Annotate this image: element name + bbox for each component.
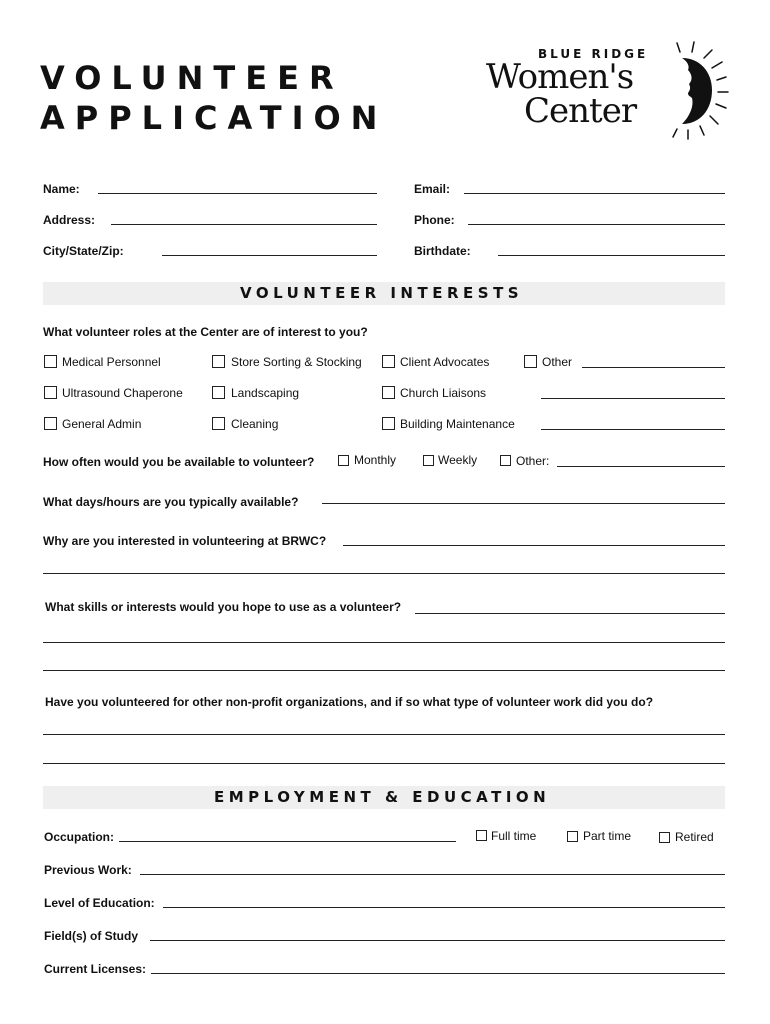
cleaning-checkbox[interactable] xyxy=(212,417,225,430)
address-label: Address: xyxy=(43,213,96,227)
days-field[interactable] xyxy=(322,503,725,504)
retired-label: Retired xyxy=(675,830,714,844)
form-title-line-1: VOLUNTEER xyxy=(40,59,344,97)
other-frequency-field[interactable] xyxy=(557,466,725,467)
medical-label: Medical Personnel xyxy=(62,355,161,369)
email-field[interactable] xyxy=(464,193,725,194)
other-role-label: Other xyxy=(542,355,573,369)
occupation-label: Occupation: xyxy=(44,830,115,844)
logo-line-1: Women's xyxy=(486,57,634,97)
skills-field-line-3[interactable] xyxy=(43,670,725,671)
cleaning-label: Cleaning xyxy=(231,417,279,431)
store-label: Store Sorting & Stocking xyxy=(231,355,362,369)
monthly-label: Monthly xyxy=(354,453,397,467)
full-time-checkbox[interactable] xyxy=(476,830,487,841)
nonprofit-field-line-1[interactable] xyxy=(43,734,725,735)
occupation-field[interactable] xyxy=(119,841,456,842)
birthdate-label: Birthdate: xyxy=(414,244,471,258)
email-label: Email: xyxy=(414,182,451,196)
skills-field-line-2[interactable] xyxy=(43,642,725,643)
store-checkbox[interactable] xyxy=(212,355,225,368)
other-role-field[interactable] xyxy=(582,367,725,368)
other-frequency-label: Other: xyxy=(516,454,550,468)
city-label: City/State/Zip: xyxy=(43,244,124,258)
retired-checkbox[interactable] xyxy=(659,832,670,843)
licenses-field[interactable] xyxy=(151,973,725,974)
part-time-checkbox[interactable] xyxy=(567,831,578,842)
phone-field[interactable] xyxy=(468,224,725,225)
admin-checkbox[interactable] xyxy=(44,417,57,430)
why-field-line-1[interactable] xyxy=(343,545,725,546)
logo xyxy=(480,40,730,140)
weekly-label: Weekly xyxy=(438,453,478,467)
other-frequency-checkbox[interactable] xyxy=(500,455,511,466)
interests-heading: VOLUNTEER INTERESTS xyxy=(240,284,524,302)
education-label: Level of Education: xyxy=(44,896,155,910)
logo-line-2: Center xyxy=(524,91,637,131)
address-field[interactable] xyxy=(111,224,377,225)
other-role-field-2[interactable] xyxy=(541,398,725,399)
birthdate-field[interactable] xyxy=(498,255,725,256)
why-field-line-2[interactable] xyxy=(43,573,725,574)
days-question: What days/hours are you typically available? xyxy=(43,495,299,509)
building-label: Building Maintenance xyxy=(400,417,515,431)
skills-question: What skills or interests would you hope to use as a volunteer? xyxy=(45,600,402,614)
city-field[interactable] xyxy=(162,255,377,256)
nonprofit-question: Have you volunteered for other non-profit organizations, and if so what type of volunteer work did you do? xyxy=(45,695,654,709)
weekly-checkbox[interactable] xyxy=(423,455,434,466)
client-label: Client Advocates xyxy=(400,355,490,369)
previous-work-field[interactable] xyxy=(140,874,725,875)
church-checkbox[interactable] xyxy=(382,386,395,399)
admin-label: General Admin xyxy=(62,417,142,431)
other-role-checkbox[interactable] xyxy=(524,355,537,368)
form-title-line-2: APPLICATION xyxy=(40,99,388,137)
monthly-checkbox[interactable] xyxy=(338,455,349,466)
education-field[interactable] xyxy=(163,907,725,908)
ultrasound-checkbox[interactable] xyxy=(44,386,57,399)
part-time-label: Part time xyxy=(583,829,632,843)
ultrasound-label: Ultrasound Chaperone xyxy=(62,386,183,400)
church-label: Church Liaisons xyxy=(400,386,487,400)
full-time-label: Full time xyxy=(491,829,537,843)
why-question: Why are you interested in volunteering at BRWC? xyxy=(43,534,327,548)
name-label: Name: xyxy=(43,182,80,196)
client-checkbox[interactable] xyxy=(382,355,395,368)
landscaping-label: Landscaping xyxy=(231,386,300,400)
interests-section-header xyxy=(43,282,725,305)
fields-label: Field(s) of Study xyxy=(44,929,138,943)
building-checkbox[interactable] xyxy=(382,417,395,430)
roles-question: What volunteer roles at the Center are of interest to you? xyxy=(43,325,368,339)
logo-top-text: BLUE RIDGE xyxy=(538,47,649,61)
nonprofit-field-line-2[interactable] xyxy=(43,763,725,764)
licenses-label: Current Licenses: xyxy=(44,962,147,976)
medical-checkbox[interactable] xyxy=(44,355,57,368)
employment-section-header xyxy=(43,786,725,809)
other-role-field-3[interactable] xyxy=(541,429,725,430)
phone-label: Phone: xyxy=(414,213,455,227)
name-field[interactable] xyxy=(98,193,377,194)
skills-field-line-1[interactable] xyxy=(415,613,725,614)
fields-field[interactable] xyxy=(150,940,725,941)
frequency-question: How often would you be available to volunteer? xyxy=(43,455,315,469)
previous-work-label: Previous Work: xyxy=(44,863,132,877)
sun-face-icon xyxy=(660,40,730,140)
employment-heading: EMPLOYMENT & EDUCATION xyxy=(214,788,551,806)
landscaping-checkbox[interactable] xyxy=(212,386,225,399)
